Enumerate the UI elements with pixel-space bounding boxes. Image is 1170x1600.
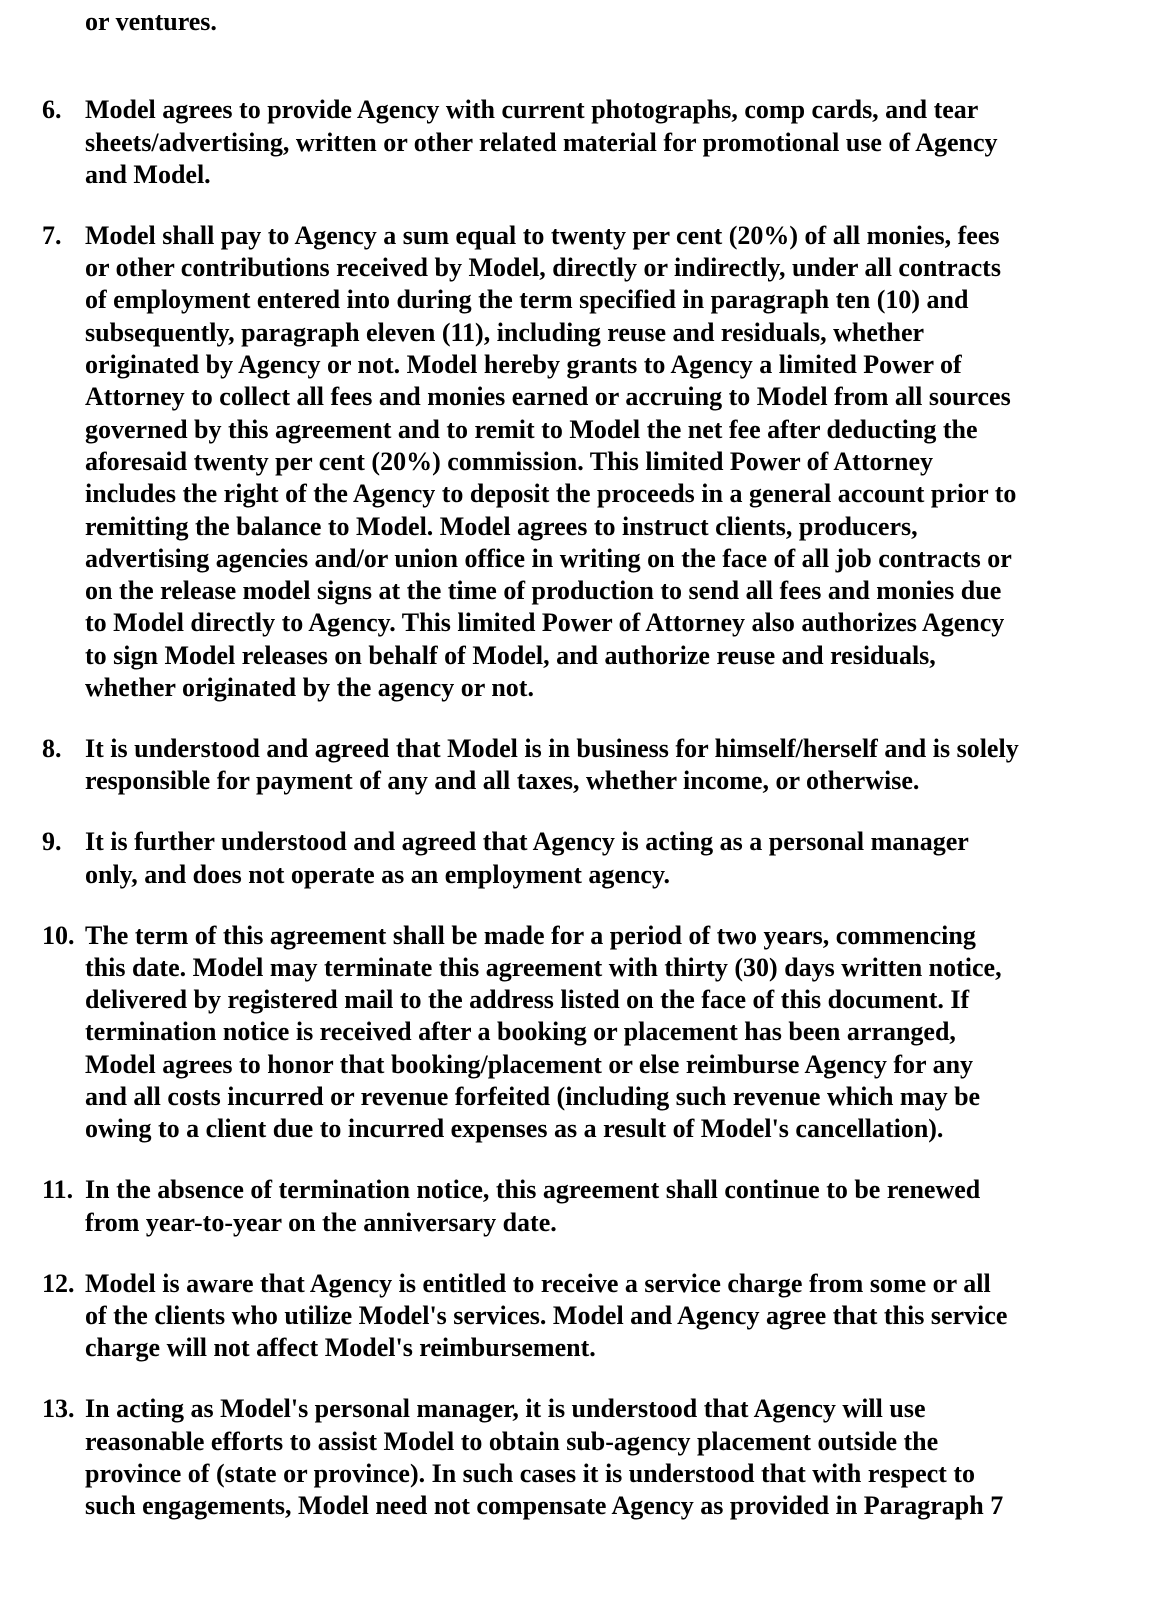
text-line: It is further understood and agreed that Agency is acting as a personal manager xyxy=(85,827,969,857)
text-line: charge will not affect Model's reimbursement. xyxy=(85,1333,596,1363)
text-line: or other contributions received by Model, directly or indirectly, under all contracts xyxy=(85,253,1001,283)
continued-paragraph xyxy=(0,6,1170,38)
clause-number: 9. xyxy=(42,827,62,857)
text-line: this date. Model may terminate this agreement with thirty (30) days written notice, xyxy=(85,952,1002,982)
text-line: governed by this agreement and to remit to Model the net fee after deducting the xyxy=(85,414,978,444)
text-line: only, and does not operate as an employment agency. xyxy=(85,859,671,889)
clause-number: 10. xyxy=(42,920,75,950)
text-line: to sign Model releases on behalf of Model, and authorize reuse and residuals, xyxy=(85,640,936,670)
clause-12 xyxy=(0,1268,1170,1365)
text-line: The term of this agreement shall be made for a period of two years, commencing xyxy=(85,920,976,950)
text-line: subsequently, paragraph eleven (11), including reuse and residuals, whether xyxy=(85,317,925,347)
clause-6 xyxy=(0,94,1170,191)
text-line: such engagements, Model need not compensate Agency as provided in Paragraph 7 xyxy=(85,1491,1004,1521)
clause-number: 7. xyxy=(42,220,62,250)
text-line: or ventures. xyxy=(85,7,217,36)
text-line: of employment entered into during the term specified in paragraph ten (10) and xyxy=(85,285,969,315)
text-line: to Model directly to Agency. This limited Power of Attorney also authorizes Agency xyxy=(85,608,1005,638)
text-line: and all costs incurred or revenue forfeited (including such revenue which may be xyxy=(85,1082,981,1112)
text-line: delivered by registered mail to the address listed on the face of this document. If xyxy=(85,985,970,1015)
text-line: Model agrees to honor that booking/placement or else reimburse Agency for any xyxy=(85,1049,974,1079)
text-line: province of (state or province). In such cases it is understood that with respect to xyxy=(85,1458,975,1488)
clause-8 xyxy=(0,733,1170,798)
text-line: Model is aware that Agency is entitled to receive a service charge from some or all xyxy=(85,1268,991,1298)
clause-number: 12. xyxy=(42,1268,75,1298)
text-line: from year-to-year on the anniversary date. xyxy=(85,1207,557,1237)
text-line: on the release model signs at the time of production to send all fees and monies due xyxy=(85,576,1002,606)
numbered-clauses xyxy=(0,94,1170,1522)
text-line: reasonable efforts to assist Model to obtain sub-agency placement outside the xyxy=(85,1426,939,1456)
document-page xyxy=(0,6,1170,1551)
text-line: sheets/advertising, written or other related material for promotional use of Agency xyxy=(85,127,998,157)
text-line: whether originated by the agency or not. xyxy=(85,673,534,703)
text-line: and Model. xyxy=(85,159,211,189)
text-line: advertising agencies and/or union office in writing on the face of all job contracts or xyxy=(85,543,1012,573)
clause-13 xyxy=(0,1393,1170,1522)
text-line: aforesaid twenty per cent (20%) commission. This limited Power of Attorney xyxy=(85,446,934,476)
text-line: In acting as Model's personal manager, it is understood that Agency will use xyxy=(85,1394,926,1424)
text-line: owing to a client due to incurred expenses as a result of Model's cancellation). xyxy=(85,1114,944,1144)
text-line: Attorney to collect all fees and monies earned or accruing to Model from all sources xyxy=(85,382,1011,412)
text-line: Model shall pay to Agency a sum equal to twenty per cent (20%) of all monies, fees xyxy=(85,220,1000,250)
text-line: includes the right of the Agency to deposit the proceeds in a general account prior to xyxy=(85,479,1017,509)
text-line: It is understood and agreed that Model is in business for himself/herself and is solely xyxy=(85,734,1019,764)
clause-number: 8. xyxy=(42,734,62,764)
clause-9 xyxy=(0,826,1170,891)
clause-10 xyxy=(0,920,1170,1146)
clause-7 xyxy=(0,220,1170,704)
clause-11 xyxy=(0,1174,1170,1239)
text-line: of the clients who utilize Model's services. Model and Agency agree that this service xyxy=(85,1300,1008,1330)
clause-number: 6. xyxy=(42,95,62,125)
text-line: originated by Agency or not. Model hereby grants to Agency a limited Power of xyxy=(85,350,962,380)
text-line: Model agrees to provide Agency with current photographs, comp cards, and tear xyxy=(85,95,979,125)
text-line: remitting the balance to Model. Model agrees to instruct clients, producers, xyxy=(85,511,918,541)
text-line: termination notice is received after a booking or placement has been arranged, xyxy=(85,1017,956,1047)
text-line: responsible for payment of any and all taxes, whether income, or otherwise. xyxy=(85,766,920,796)
clause-number: 13. xyxy=(42,1394,75,1424)
clause-number: 11. xyxy=(42,1175,74,1205)
text-line: In the absence of termination notice, this agreement shall continue to be renewed xyxy=(85,1175,981,1205)
